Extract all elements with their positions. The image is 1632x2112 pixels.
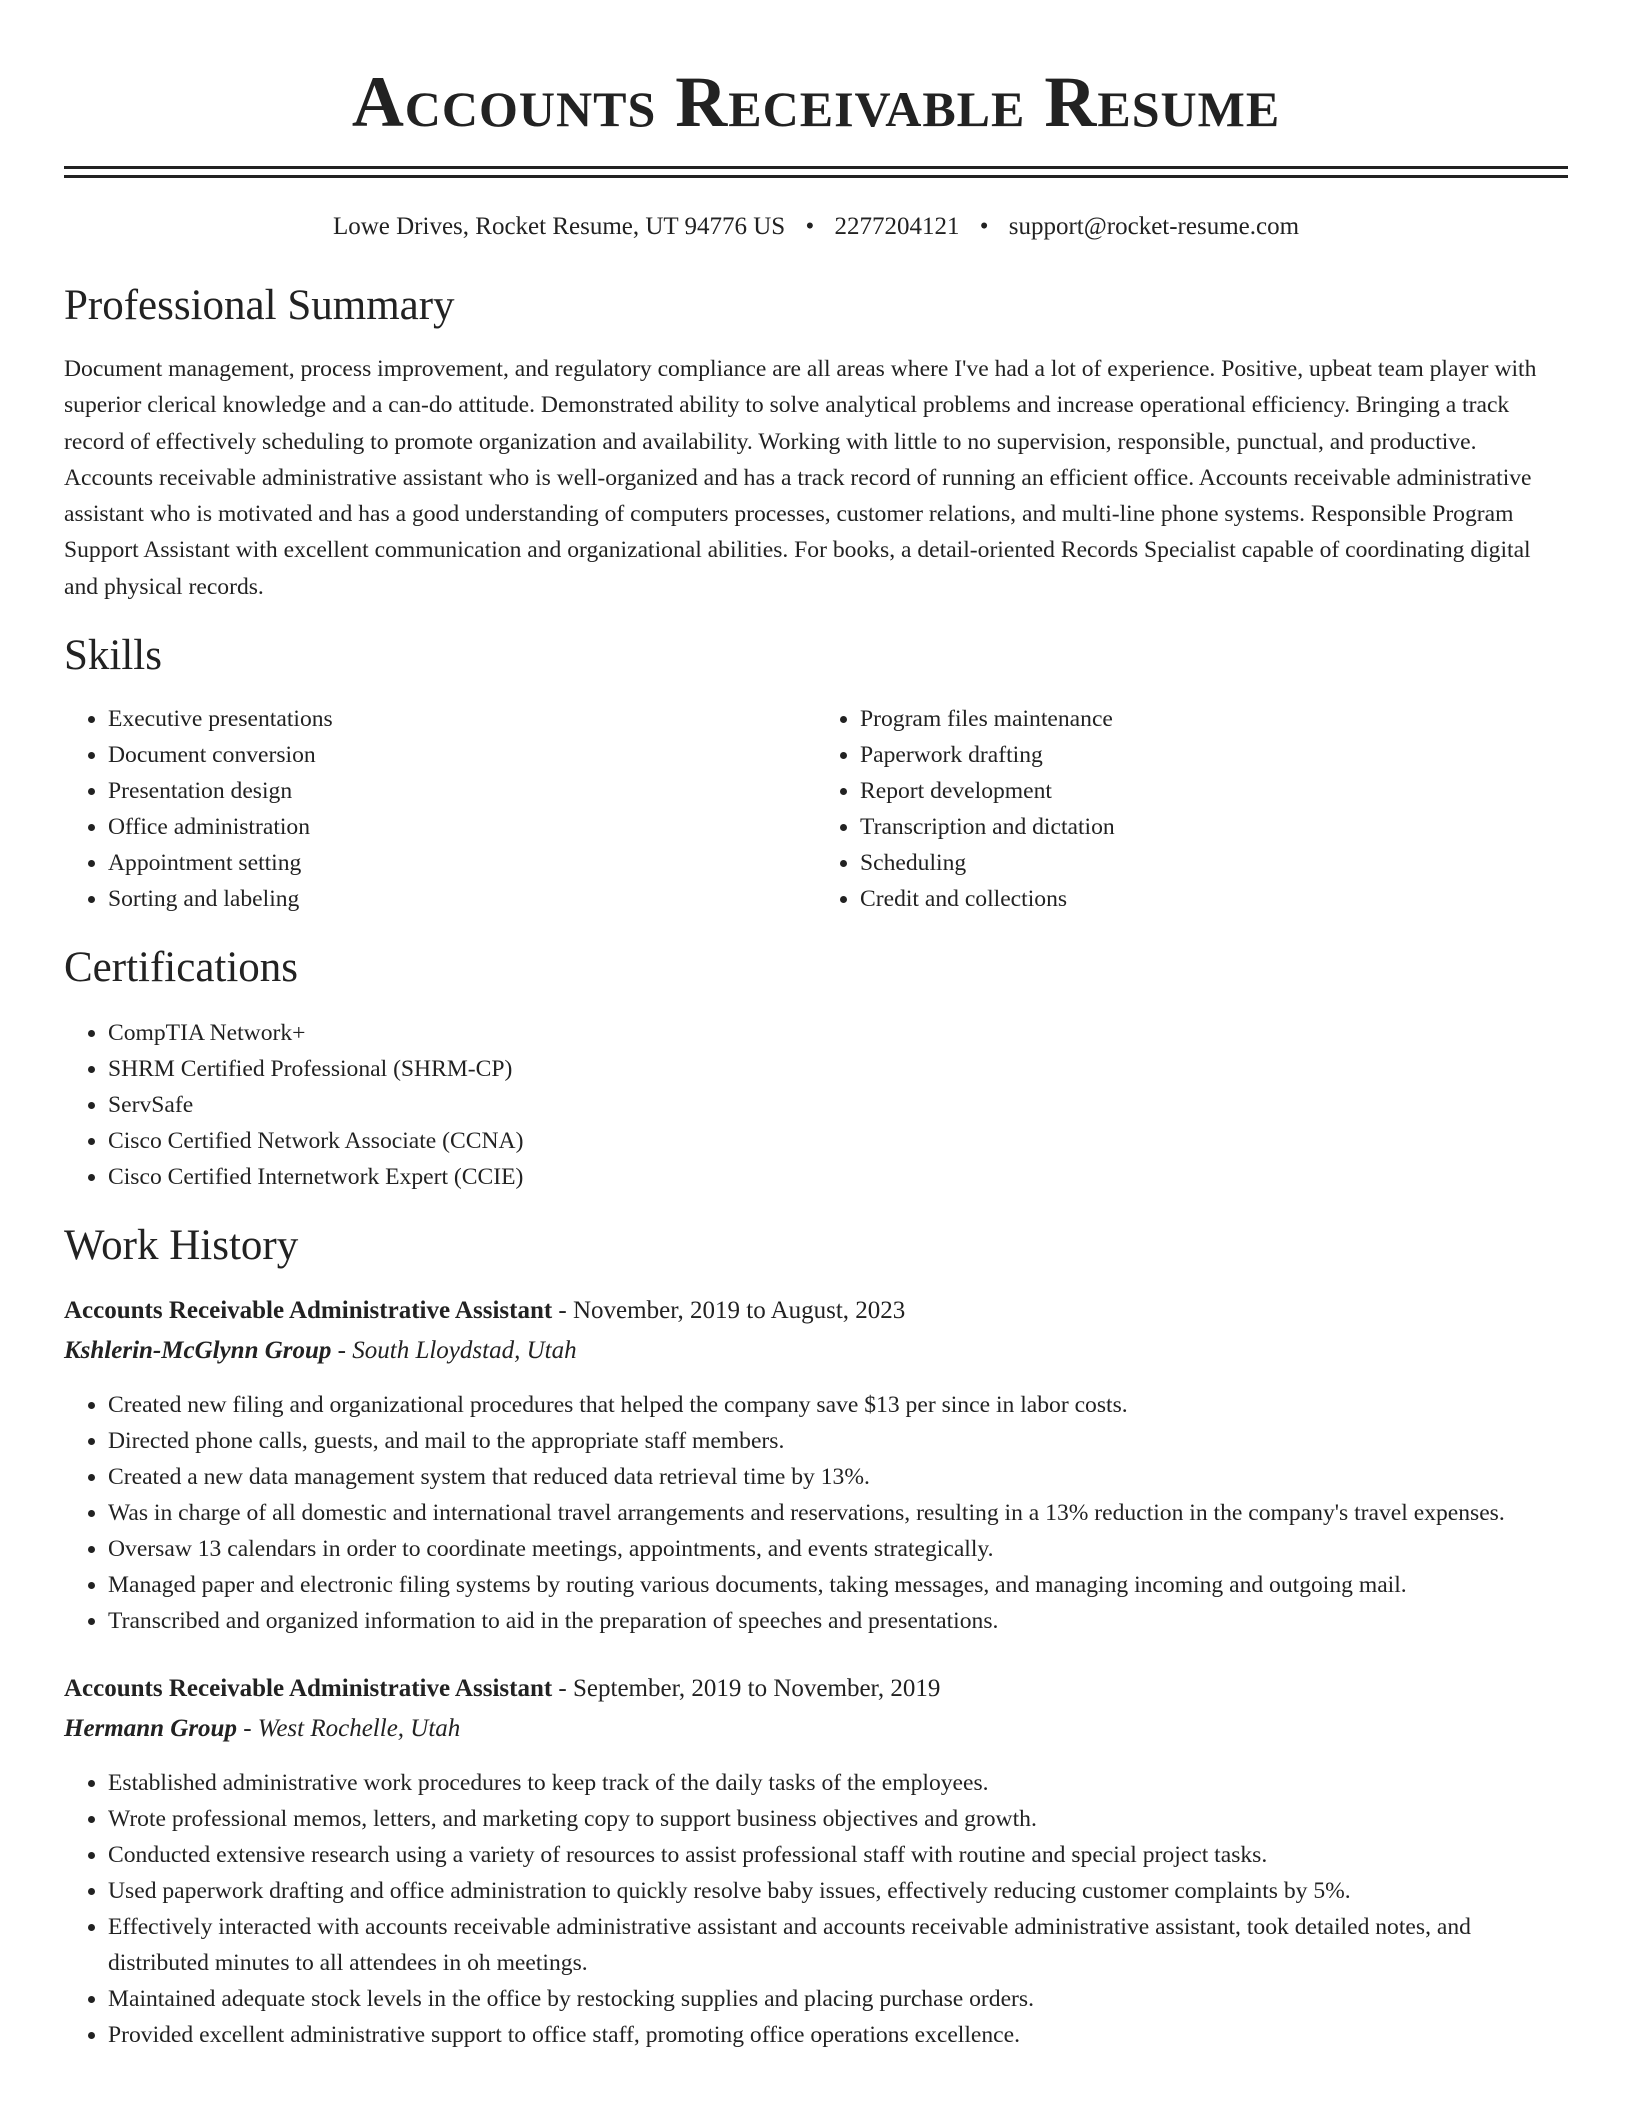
contact-separator: • — [805, 213, 815, 240]
job-bullet: • Established administrative work procedures to keep track of the daily tasks of the employees. — [108, 1765, 1568, 1801]
job-bullet: • Oversaw 13 calendars in order to coordinate meetings, appointments, and events strategically. — [108, 1531, 1568, 1567]
job-bullet: • Conducted extensive research using a variety of resources to assist professional staff with routine and special project tasks. — [108, 1837, 1568, 1873]
job-bullet: • Effectively interacted with accounts receivable administrative assistant and accounts receivable administrative assistant, took detailed notes, and distributed minutes to all attendees in oh meetings. — [108, 1909, 1568, 1981]
job-dates: - September, 2019 to November, 2019 — [552, 1675, 941, 1703]
skill-item: • Document conversion — [108, 737, 816, 773]
job-bullet: • Used paperwork drafting and office administration to quickly resolve baby issues, effectively reducing customer complaints by 5%. — [108, 1873, 1568, 1909]
contact-separator: • — [979, 213, 989, 240]
company-line — [64, 1709, 1568, 1749]
skills-list-right — [816, 701, 1568, 917]
job-bullet: • Managed paper and electronic filing systems by routing various documents, taking messages, and managing incoming and outgoing mail. — [108, 1567, 1568, 1603]
skill-item: • Sorting and labeling — [108, 881, 816, 917]
job-bullet: • Transcribed and organized information to aid in the preparation of speeches and presentations. — [108, 1603, 1568, 1639]
skill-item: • Report development — [860, 773, 1568, 809]
certification-item: • SHRM Certified Professional (SHRM-CP) — [108, 1051, 1568, 1087]
contact-address: Lowe Drives, Rocket Resume, UT 94776 US — [332, 213, 786, 240]
contact-phone: 2277204121 — [834, 213, 960, 240]
resume-title: Accounts Receivable Resume — [351, 62, 1281, 142]
skill-item: • Credit and collections — [860, 881, 1568, 917]
company-line — [64, 1331, 1568, 1371]
job-bullets — [64, 1387, 1568, 1639]
job-bullet: • Created a new data management system that reduced data retrieval time by 13%. — [108, 1459, 1568, 1495]
summary-heading: Professional Summary — [64, 282, 455, 329]
certifications-heading: Certifications — [64, 944, 299, 992]
title-divider-top — [64, 166, 1568, 169]
skill-item: • Appointment setting — [108, 845, 816, 881]
company-location: - South Lloydstad, Utah — [331, 1337, 577, 1365]
job-bullet: • Wrote professional memos, letters, and marketing copy to support business objectives and growth. — [108, 1801, 1568, 1837]
job-dates: - November, 2019 to August, 2023 — [552, 1297, 906, 1325]
job-entry — [64, 1291, 1568, 1639]
skill-item: • Office administration — [108, 809, 816, 845]
company-name: Kshlerin-McGlynn Group — [64, 1337, 332, 1365]
certification-item: • Cisco Certified Network Associate (CCNA) — [108, 1123, 1568, 1159]
skill-item: • Transcription and dictation — [860, 809, 1568, 845]
title-divider-bottom — [64, 175, 1568, 178]
contact-email: support@rocket-resume.com — [1008, 213, 1300, 240]
job-title-line — [64, 1669, 1568, 1709]
certification-item: • ServSafe — [108, 1087, 1568, 1123]
certification-item: • Cisco Certified Internetwork Expert (CCIE) — [108, 1159, 1568, 1195]
job-bullet: • Maintained adequate stock levels in the office by restocking supplies and placing purchase orders. — [108, 1981, 1568, 2017]
job-bullets — [64, 1765, 1568, 2053]
summary-text: Document management, process improvement, and regulatory compliance are all areas where I've had a lot of experience. Positive, upbeat team player with superior clerical knowledge and a can-do attitude. Demonstrated ability to solve analytical problems and increase operational efficiency. Bringing a track record of effectively scheduling to promote organization and availability. Working with little to no supervision, responsible, punctual, and productive. Accounts receivable administrative assistant who is well-organized and has a track record of running an efficient office. Accounts receivable administrative assistant who is motivated and has a good understanding of computers processes, customer relations, and multi-line phone systems. Responsible Program Support Assistant with excellent communication and organizational abilities. For books, a detail-oriented Records Specialist capable of coordinating digital and physical records. — [64, 356, 1537, 600]
skill-item: • Presentation design — [108, 773, 816, 809]
job-bullet: • Created new filing and organizational procedures that helped the company save $13 per since in labor costs. — [108, 1387, 1568, 1423]
job-bullet: • Was in charge of all domestic and international travel arrangements and reservations, resulting in a 13% reduction in the company's travel expenses. — [108, 1495, 1568, 1531]
job-title-line — [64, 1291, 1568, 1331]
skill-item: • Scheduling — [860, 845, 1568, 881]
certification-item: • CompTIA Network+ — [108, 1015, 1568, 1051]
skill-item: • Paperwork drafting — [860, 737, 1568, 773]
job-entry — [64, 1669, 1568, 2053]
skill-item: • Executive presentations — [108, 701, 816, 737]
skills-list-left — [64, 701, 816, 917]
job-bullet: • Directed phone calls, guests, and mail to the appropriate staff members. — [108, 1423, 1568, 1459]
company-location: - West Rochelle, Utah — [236, 1715, 461, 1743]
certifications-list — [64, 1015, 1568, 1195]
work-history-heading: Work History — [64, 1222, 299, 1270]
job-title: Accounts Receivable Administrative Assistant — [64, 1297, 553, 1325]
company-name: Hermann Group — [64, 1715, 237, 1743]
contact-line — [64, 211, 1568, 243]
job-bullet: • Provided excellent administrative support to office staff, promoting office operations excellence. — [108, 2017, 1568, 2053]
skill-item: • Program files maintenance — [860, 701, 1568, 737]
job-title: Accounts Receivable Administrative Assistant — [64, 1675, 553, 1703]
skills-columns — [64, 701, 1568, 917]
skills-heading: Skills — [64, 632, 162, 680]
